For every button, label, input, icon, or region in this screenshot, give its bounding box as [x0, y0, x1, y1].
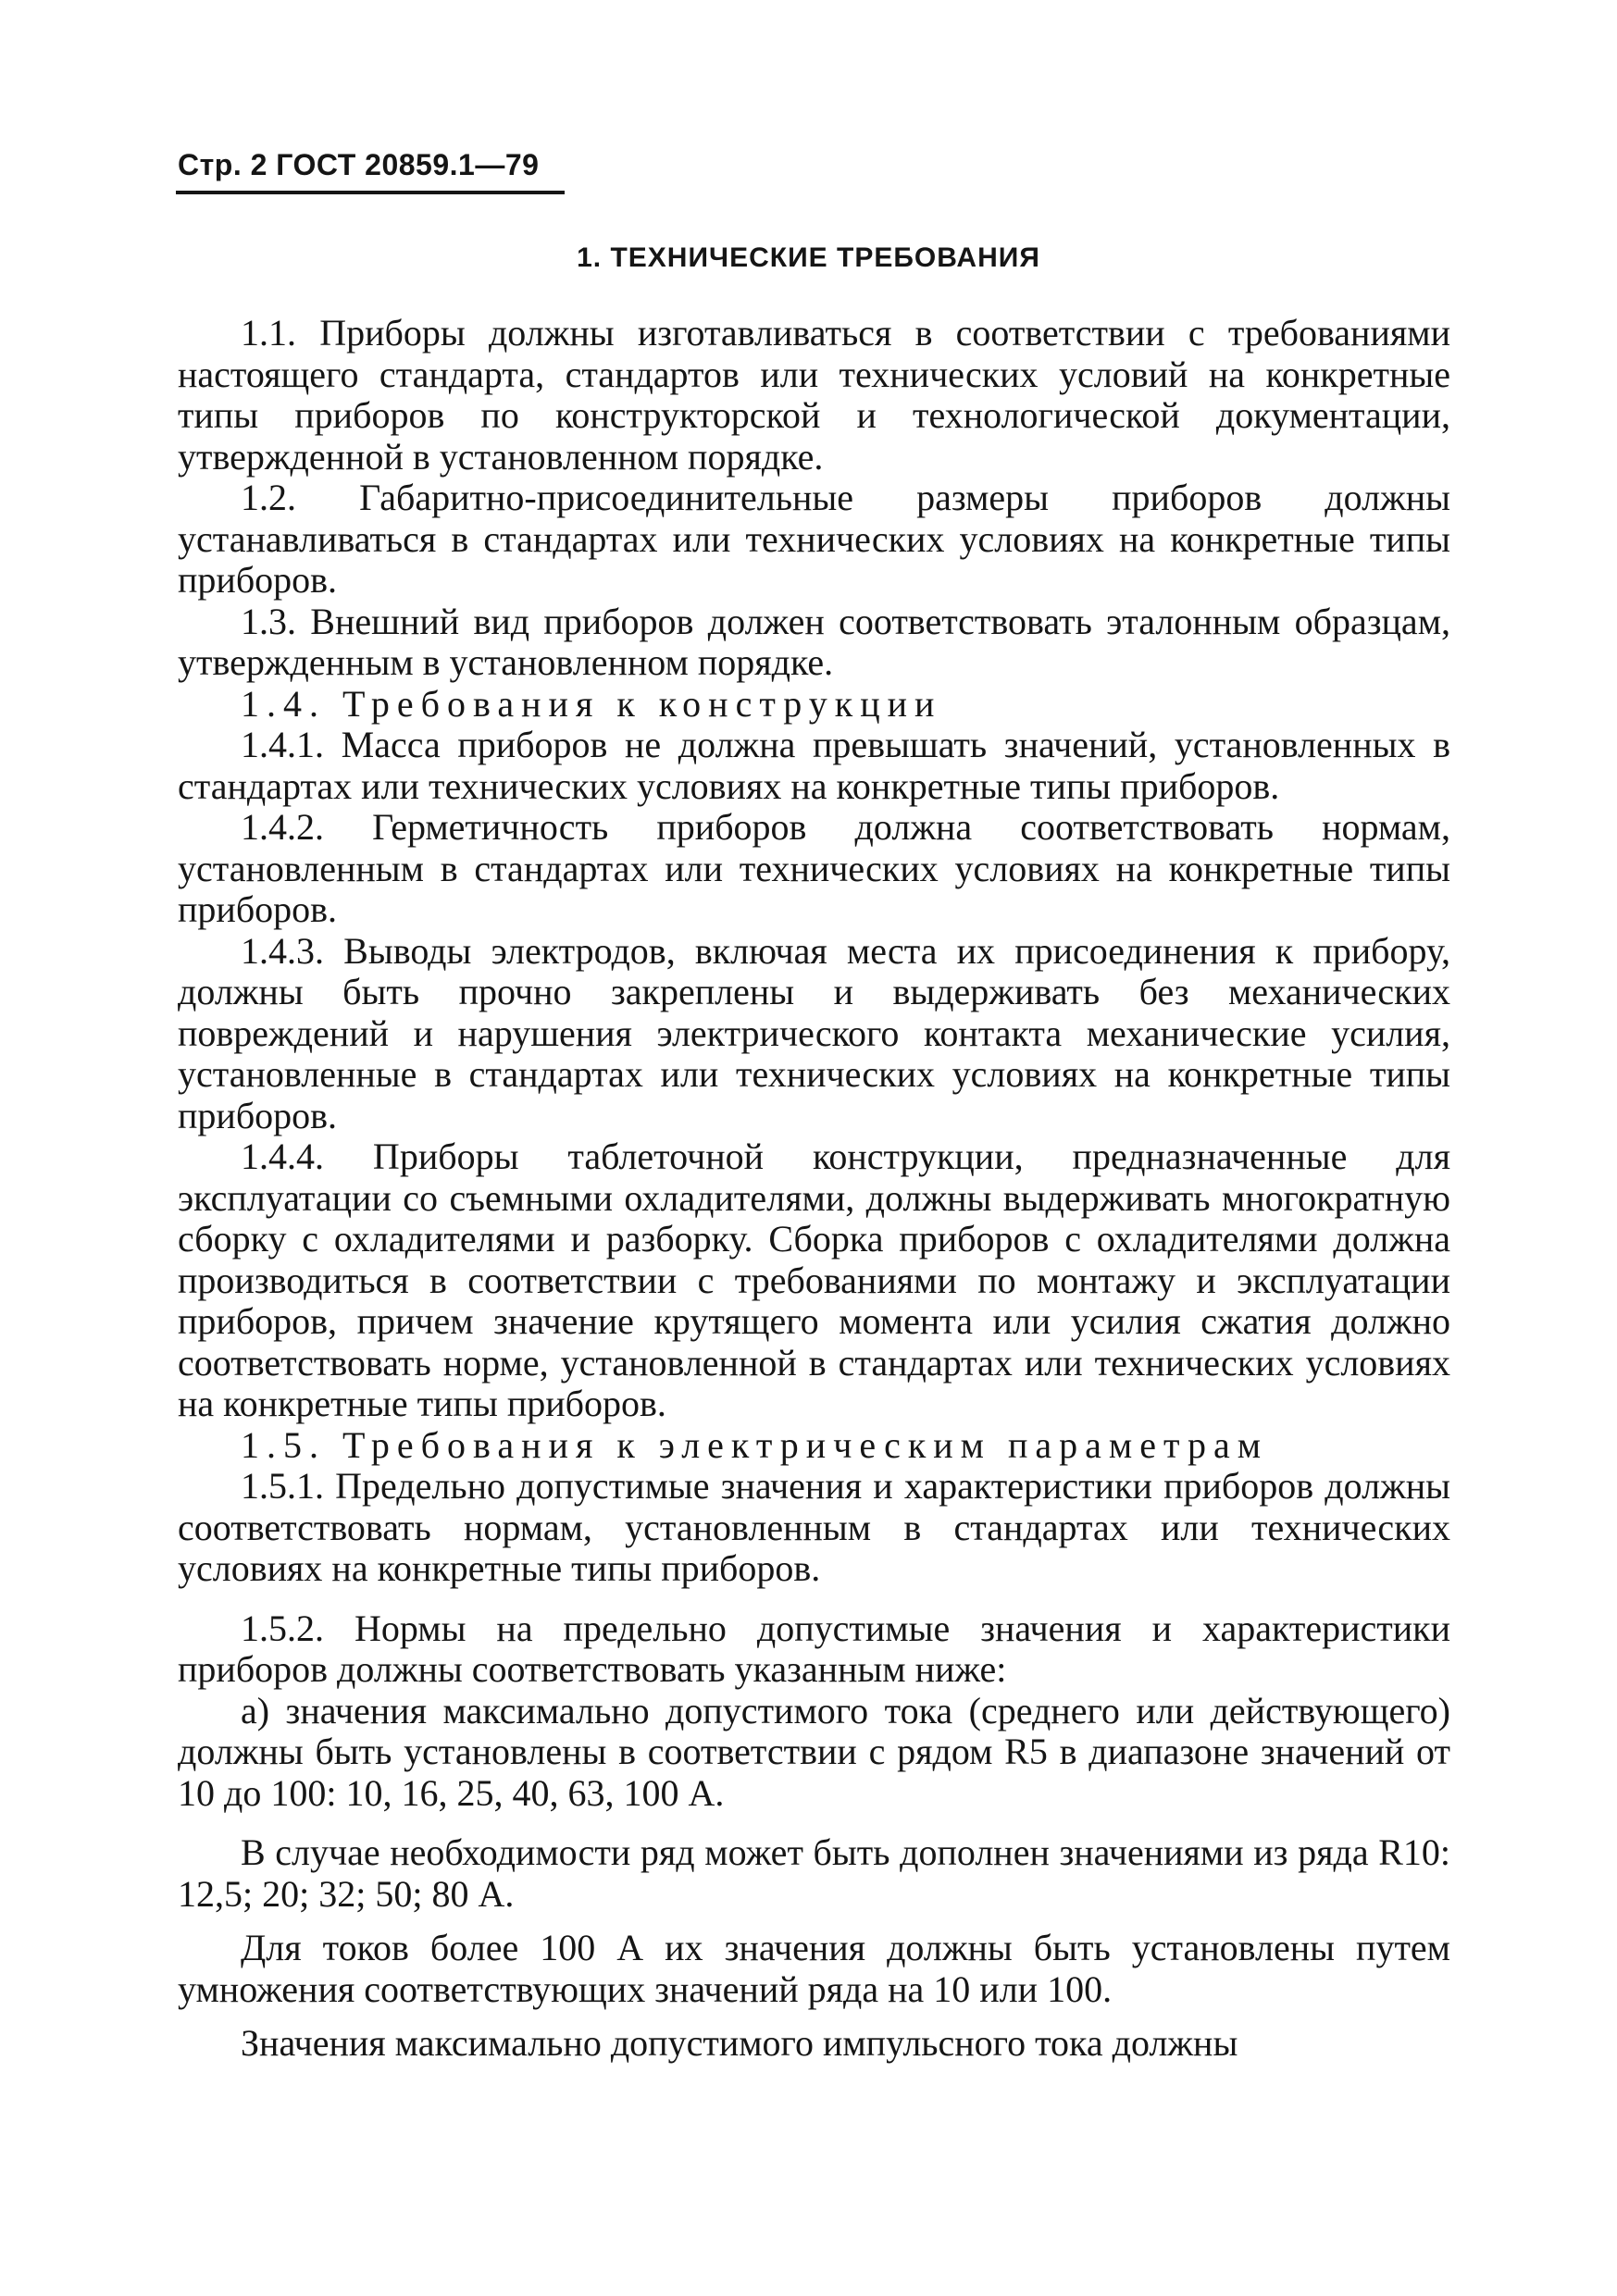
- paragraph-1-4-3: 1.4.3. Выводы электродов, включая места их присоединения к прибору, должны быть прочно закреплены и выдерживать без механических повреждений и нарушения электрического контакта механические усилия, установленные в стандартах или технических условиях на конкретные типы приборов.: [178, 929, 1450, 1136]
- paragraph-1-4-4: 1.4.4. Приборы таблеточной конструкции, предназначенные для эксплуатации со съемными охладителями, должны выдерживать многократную сборку с охладителями и разборку. Сборка приборов с охладителями должна производиться в соответствии с требованиями по монтажу и эксплуатации приборов, причем значение крутящего момента или усилия сжатия должно соответствовать норме, установленной в стандартах или технических условиях на конкретные типы приборов.: [178, 1136, 1450, 1424]
- paragraph-over-100a: Для токов более 100 А их значения должны быть установлены путем умножения соответствующих значений ряда на 10 или 100.: [178, 1927, 1450, 2010]
- paragraph-1-3: 1.3. Внешний вид приборов должен соответствовать эталонным образцам, утвержденным в установленном порядке.: [178, 600, 1450, 683]
- paragraph-1-1: 1.1. Приборы должны изготавливаться в соответствии с требованиями настоящего стандарта, стандартов или технических условий на конкретные типы приборов по конструкторской и технологической документации, утвержденной в установленном порядке.: [178, 312, 1450, 478]
- paragraph-r10-note: В случае необходимости ряд может быть дополнен значениями из ряда R10: 12,5; 20; 32; 50; 80 А.: [178, 1831, 1450, 1915]
- paragraph-1-5-1: 1.5.1. Предельно допустимые значения и характеристики приборов должны соответствовать нормам, установленным в стандартах или технических условиях на конкретные типы приборов.: [178, 1465, 1450, 1589]
- paragraph-1-2: 1.2. Габаритно-присоединительные размеры приборов должны устанавливаться в стандартах или технических условиях на конкретные типы приборов.: [178, 477, 1450, 601]
- body-text: [178, 313, 1450, 2065]
- subsection-heading-1-5: 1.5. Требования к электрическим параметрам: [241, 1423, 1269, 1466]
- page-header: Стр. 2 ГОСТ 20859.1—79: [178, 148, 540, 181]
- section-title: 1. ТЕХНИЧЕСКИЕ ТРЕБОВАНИЯ: [577, 242, 1040, 273]
- subsection-heading-1-4: 1.4. Требования к конструкции: [241, 682, 942, 725]
- paragraph-1-5-2: 1.5.2. Нормы на предельно допустимые значения и характеристики приборов должны соответствовать указанным ниже:: [178, 1607, 1450, 1690]
- paragraph-pulse-current: Значения максимально допустимого импульсного тока должны: [241, 2022, 1238, 2064]
- list-item-a: а) значения максимально допустимого тока (среднего или действующего) должны быть установлены в соответствии с рядом R5 в диапазоне значений от 10 до 100: 10, 16, 25, 40, 63, 100 А.: [178, 1689, 1450, 1814]
- paragraph-1-4-2: 1.4.2. Герметичность приборов должна соответствовать нормам, установленным в стандартах или технических условиях на конкретные типы приборов.: [178, 806, 1450, 930]
- paragraph-1-4-1: 1.4.1. Масса приборов не должна превышать значений, установленных в стандартах или технических условиях на конкретные типы приборов.: [178, 724, 1450, 807]
- header-rule: [176, 191, 565, 194]
